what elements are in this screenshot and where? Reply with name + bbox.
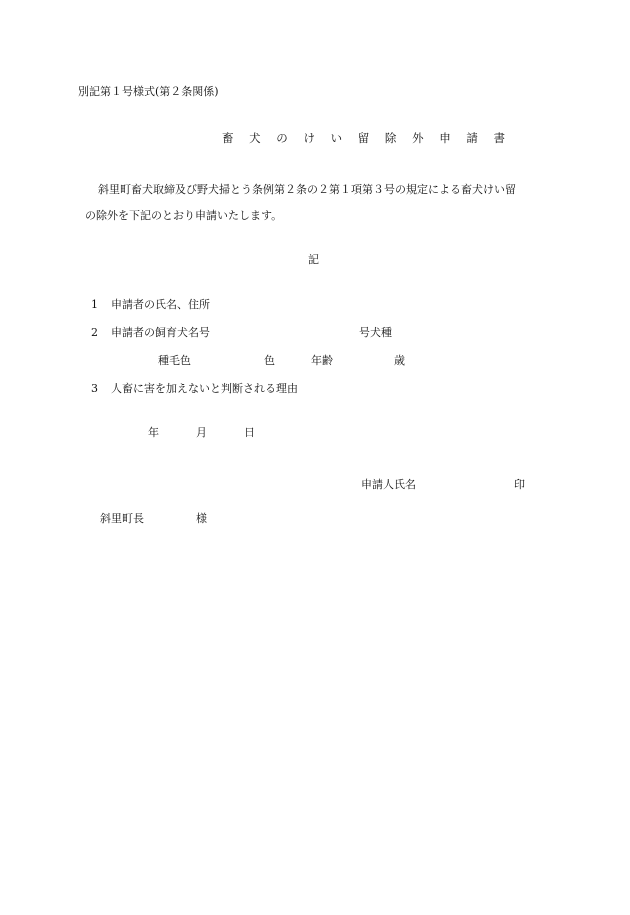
item-2-color: 色 <box>264 354 275 367</box>
item-2-label: 申請者の飼育犬名号 <box>111 326 210 339</box>
item-2-age-unit: 歳 <box>394 354 405 367</box>
form-reference: 別記第１号様式(第２条関係) <box>78 85 219 98</box>
addressee-honorific: 様 <box>196 512 207 525</box>
body-text-line-1: 斜里町畜犬取締及び野犬掃とう条例第２条の２第１項第３号の規定による畜犬けい留 <box>98 183 516 196</box>
date-year: 年 <box>148 426 159 439</box>
addressee-name: 斜里町長 <box>100 512 144 525</box>
item-2-breed-color: 種毛色 <box>158 354 191 367</box>
item-1-number: 1 <box>91 298 98 311</box>
item-2-number: 2 <box>91 326 98 339</box>
document-title: 畜 犬 の け い 留 除 外 申 請 書 <box>222 131 512 145</box>
item-1-label: 申請者の氏名、住所 <box>111 298 210 311</box>
ki-heading: 記 <box>308 253 319 266</box>
date-month: 月 <box>196 426 207 439</box>
date-day: 日 <box>244 426 255 439</box>
applicant-name-label: 申請人氏名 <box>361 478 416 491</box>
item-3-number: 3 <box>91 382 98 395</box>
item-2-age-label: 年齢 <box>311 354 333 367</box>
seal-mark: 印 <box>514 478 525 491</box>
body-text-line-2: の除外を下記のとおり申請いたします。 <box>85 209 283 222</box>
item-2-dog-breed-suffix: 号犬種 <box>359 326 392 339</box>
item-3-label: 人畜に害を加えないと判断される理由 <box>111 382 298 395</box>
